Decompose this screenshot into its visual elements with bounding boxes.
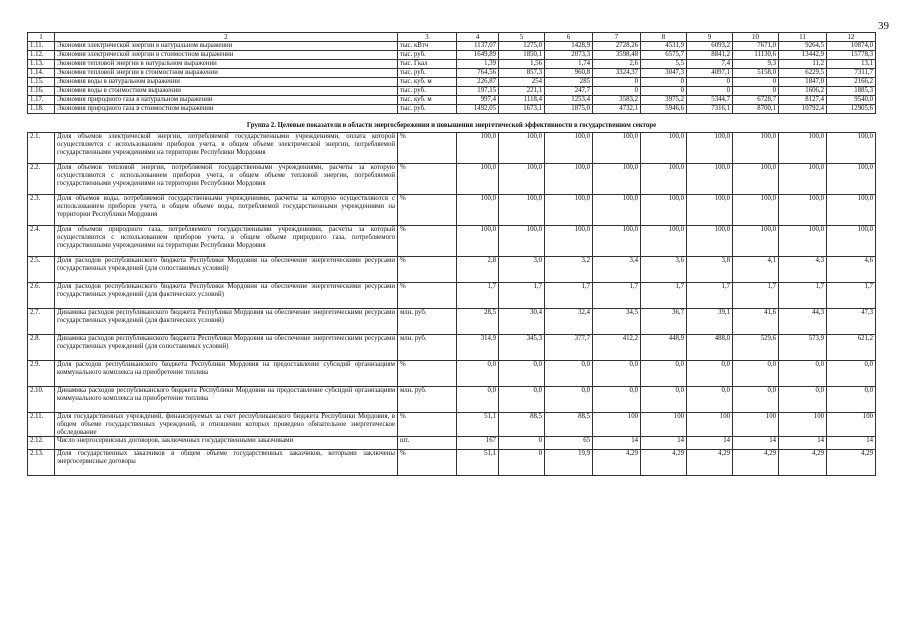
row-value: 1,7 — [687, 283, 733, 309]
row-value: 100,0 — [779, 226, 827, 257]
row-value: 1875,0 — [545, 105, 593, 114]
table-row — [28, 105, 876, 114]
row-value: 3598,48 — [593, 51, 641, 60]
row-value: 3,2 — [545, 257, 593, 283]
row-value: 1492,05 — [457, 105, 499, 114]
row-name: Динамика расходов республиканского бюджета Республики Мордовия на обеспечение энергетическими ресурсами государственных учреждений (для фактических условий) — [55, 309, 398, 335]
row-unit: % — [398, 226, 457, 257]
row-value: 100,0 — [779, 133, 827, 164]
row-value: 100,0 — [545, 226, 593, 257]
row-value: 0,0 — [593, 387, 641, 413]
row-value: 1,7 — [641, 283, 687, 309]
row-number: 2.9. — [28, 361, 55, 387]
row-name: Экономия воды в стоимостном выражении — [55, 87, 398, 96]
row-unit: тыс. куб. м — [398, 78, 457, 87]
row-value: 14 — [733, 437, 779, 450]
row-value: 997,4 — [457, 96, 499, 105]
row-unit: тыс. руб. — [398, 105, 457, 114]
row-value: 39,1 — [687, 309, 733, 335]
row-value: 0 — [687, 78, 733, 87]
group-title: Группа 2. Целевые показатели в области энергосбережения и повышения энергетической эффективности в государственном секторе — [28, 114, 876, 133]
row-value: 2,6 — [593, 60, 641, 69]
row-number: 2.3. — [28, 195, 55, 226]
row-value: 0,0 — [545, 387, 593, 413]
row-value: 0,0 — [499, 387, 545, 413]
row-value: 226,87 — [457, 78, 499, 87]
row-unit: тыс. кВтч — [398, 42, 457, 51]
row-value: 100 — [779, 413, 827, 437]
row-name: Экономия электрической энергии в натуральном выражении — [55, 42, 398, 51]
row-number: 1.17. — [28, 96, 55, 105]
table-row — [28, 133, 876, 164]
row-value: 0,0 — [457, 361, 499, 387]
row-value: 65 — [545, 437, 593, 450]
row-value: 573,9 — [779, 335, 827, 361]
row-value: 1649,89 — [457, 51, 499, 60]
row-value: 100,0 — [733, 133, 779, 164]
row-value: 345,3 — [499, 335, 545, 361]
row-value: 4732,1 — [593, 105, 641, 114]
row-value: 247,7 — [545, 87, 593, 96]
row-value: 47,3 — [827, 309, 876, 335]
row-value: 621,2 — [827, 335, 876, 361]
row-value: 51,1 — [457, 450, 499, 476]
row-value: 764,56 — [457, 69, 499, 78]
row-value: 0,0 — [499, 361, 545, 387]
row-value: 100 — [827, 413, 876, 437]
row-value: 100,0 — [687, 226, 733, 257]
row-value: 0 — [733, 87, 779, 96]
row-value: 10874,0 — [827, 42, 876, 51]
row-value: 1,56 — [499, 60, 545, 69]
row-value: 13442,9 — [779, 51, 827, 60]
row-value: 12905,6 — [827, 105, 876, 114]
row-value: 100 — [733, 413, 779, 437]
table-row — [28, 361, 876, 387]
row-value: 3,0 — [499, 257, 545, 283]
column-header: 7 — [593, 33, 641, 42]
column-header: 6 — [545, 33, 593, 42]
row-number: 2.8. — [28, 335, 55, 361]
row-value: 44,3 — [779, 309, 827, 335]
row-value: 100,0 — [641, 195, 687, 226]
row-value: 13,1 — [827, 60, 876, 69]
row-name: Экономия природного газа в стоимостном выражении — [55, 105, 398, 114]
column-header: 12 — [827, 33, 876, 42]
row-value: 0 — [641, 78, 687, 87]
row-value: 28,5 — [457, 309, 499, 335]
row-value: 100,0 — [457, 195, 499, 226]
row-value: 15778,3 — [827, 51, 876, 60]
row-value: 5,5 — [641, 60, 687, 69]
column-header: 10 — [733, 33, 779, 42]
row-value: 100 — [593, 413, 641, 437]
row-value: 1,7 — [499, 283, 545, 309]
row-name: Динамика расходов республиканского бюджета Республики Мордовия на предоставление субсидий организациям коммунального комплекса на приобретение топлива — [55, 387, 398, 413]
row-value: 0 — [733, 78, 779, 87]
row-number: 1.15. — [28, 78, 55, 87]
row-value: 7671,0 — [733, 42, 779, 51]
row-name: Экономия тепловой энергии в натуральном выражении — [55, 60, 398, 69]
row-unit: % — [398, 257, 457, 283]
table-row — [28, 69, 876, 78]
row-number: 2.12. — [28, 437, 55, 450]
table-row — [28, 450, 876, 476]
row-value: 1,7 — [827, 283, 876, 309]
table-row — [28, 60, 876, 69]
row-value: 14 — [779, 437, 827, 450]
row-value: 0,0 — [641, 387, 687, 413]
row-name: Экономия воды в натуральном выражении — [55, 78, 398, 87]
column-header: 1 — [28, 33, 55, 42]
row-value: 9,3 — [733, 60, 779, 69]
row-value: 0,0 — [827, 387, 876, 413]
page-number: 39 — [878, 20, 889, 32]
row-value: 100,0 — [827, 164, 876, 195]
row-name: Доля расходов республиканского бюджета Республики Мордовия на обеспечение энергетическими ресурсами государственных учреждений (для сопоставимых условий) — [55, 257, 398, 283]
table-row — [28, 437, 876, 450]
row-value: 412,2 — [593, 335, 641, 361]
row-name: Доля государственных заказчиков в общем объеме государственных заказчиков, которыми заключены энергосервисные договоры — [55, 450, 398, 476]
row-value: 1118,4 — [499, 96, 545, 105]
group-title-row — [28, 114, 876, 133]
row-value: 100,0 — [499, 226, 545, 257]
row-unit: тыс. Гкал — [398, 60, 457, 69]
row-number: 2.7. — [28, 309, 55, 335]
row-name: Доля объемов воды, потребляемой государственными учреждениями, расчеты за которую осуществляются с использованием приборов учета, в общем объеме воды, потребляемой государственными учреждениями на территории Республики Мордовия — [55, 195, 398, 226]
row-value: 100,0 — [593, 226, 641, 257]
row-value: 100,0 — [457, 133, 499, 164]
row-value: 3047,3 — [641, 69, 687, 78]
row-value: 3,4 — [593, 257, 641, 283]
row-value: 8841,2 — [687, 51, 733, 60]
row-unit: % — [398, 413, 457, 437]
row-value: 1,7 — [457, 283, 499, 309]
table-row — [28, 283, 876, 309]
row-value: 100,0 — [733, 164, 779, 195]
row-name: Динамика расходов республиканского бюджета Республики Мордовия на обеспечение энергетическими ресурсами государственных учреждений (для сопоставимых условий) — [55, 335, 398, 361]
row-unit: % — [398, 450, 457, 476]
row-value: 1850,1 — [499, 51, 545, 60]
row-name: Доля расходов республиканского бюджета Республики Мордовия на обеспечение энергетическими ресурсами государственных учреждений (для фактических условий) — [55, 283, 398, 309]
row-value: 377,7 — [545, 335, 593, 361]
row-value: 10792,4 — [779, 105, 827, 114]
row-unit: % — [398, 283, 457, 309]
row-value: 1847,0 — [779, 78, 827, 87]
row-value: 32,4 — [545, 309, 593, 335]
row-value: 100,0 — [733, 226, 779, 257]
row-value: 285 — [545, 78, 593, 87]
row-number: 2.1. — [28, 133, 55, 164]
row-value: 1606,2 — [779, 87, 827, 96]
row-unit: млн. руб. — [398, 387, 457, 413]
row-value: 36,7 — [641, 309, 687, 335]
row-value: 0,0 — [545, 361, 593, 387]
row-unit: млн. руб. — [398, 309, 457, 335]
row-number: 1.14. — [28, 69, 55, 78]
row-value: 0 — [499, 437, 545, 450]
row-name: Доля расходов республиканского бюджета Республики Мордовия на предоставление субсидий организациям коммунального комплекса на приобретение топлива — [55, 361, 398, 387]
row-value: 100,0 — [641, 133, 687, 164]
row-value: 0,0 — [593, 361, 641, 387]
row-number: 1.12. — [28, 51, 55, 60]
row-value: 7316,1 — [687, 105, 733, 114]
column-header: 11 — [779, 33, 827, 42]
row-value: 100,0 — [687, 164, 733, 195]
row-value: 3975,2 — [641, 96, 687, 105]
row-name: Доля объемов электрической энергии, потребляемой государственными учреждениями, оплата которой осуществляется с использованием приборов учета, в общем объеме электрической энергии, потребляемой государственными учреждениями на территории Республики Мордовия — [55, 133, 398, 164]
row-value: 3,6 — [641, 257, 687, 283]
row-value: 6575,7 — [641, 51, 687, 60]
row-value: 100,0 — [457, 226, 499, 257]
row-value: 100,0 — [827, 226, 876, 257]
row-value: 4,29 — [593, 450, 641, 476]
row-value: 1137,07 — [457, 42, 499, 51]
column-header: 9 — [687, 33, 733, 42]
row-value: 2728,26 — [593, 42, 641, 51]
row-value: 1885,3 — [827, 87, 876, 96]
row-value: 19,9 — [545, 450, 593, 476]
row-value: 100,0 — [641, 164, 687, 195]
row-value: 100,0 — [827, 133, 876, 164]
row-name: Доля объемов тепловой энергии, потребляемой государственными учреждениями, расчеты за которую осуществляются с использованием приборов учета, в общем объеме тепловой энергии, потребляемой государственными учреждениями на территории Республики Мордовия — [55, 164, 398, 195]
row-value: 0 — [593, 87, 641, 96]
row-name: Экономия электрической энергии в стоимостном выражении — [55, 51, 398, 60]
row-value: 1,7 — [779, 283, 827, 309]
row-value: 100 — [641, 413, 687, 437]
row-value: 100,0 — [545, 164, 593, 195]
row-number: 1.13. — [28, 60, 55, 69]
row-value: 4531,9 — [641, 42, 687, 51]
column-header: 4 — [457, 33, 499, 42]
row-value: 2166,2 — [827, 78, 876, 87]
column-header: 8 — [641, 33, 687, 42]
row-value: 1253,4 — [545, 96, 593, 105]
row-value: 8700,1 — [733, 105, 779, 114]
row-value: 88,5 — [499, 413, 545, 437]
row-value: 5158,0 — [733, 69, 779, 78]
row-value: 11,2 — [779, 60, 827, 69]
row-value: 4,3 — [779, 257, 827, 283]
table-row — [28, 51, 876, 60]
row-number: 2.5. — [28, 257, 55, 283]
row-unit: % — [398, 133, 457, 164]
row-value: 0 — [593, 78, 641, 87]
row-value: 100 — [687, 413, 733, 437]
row-value: 100,0 — [593, 164, 641, 195]
table-row — [28, 42, 876, 51]
table-row — [28, 195, 876, 226]
table-row — [28, 96, 876, 105]
row-value: 9540,0 — [827, 96, 876, 105]
row-value: 100,0 — [545, 133, 593, 164]
row-value: 4,1 — [733, 257, 779, 283]
row-number: 1.11. — [28, 42, 55, 51]
row-value: 100,0 — [687, 133, 733, 164]
row-value: 857,3 — [499, 69, 545, 78]
row-value: 0,0 — [779, 361, 827, 387]
row-value: 3583,2 — [593, 96, 641, 105]
row-value: 8127,4 — [779, 96, 827, 105]
row-value: 4,6 — [827, 257, 876, 283]
column-header: 2 — [55, 33, 398, 42]
row-value: 0 — [499, 450, 545, 476]
row-value: 4097,1 — [687, 69, 733, 78]
row-value: 221,1 — [499, 87, 545, 96]
row-number: 2.13. — [28, 450, 55, 476]
row-value: 0,0 — [457, 387, 499, 413]
row-unit: млн. руб. — [398, 335, 457, 361]
row-value: 1,39 — [457, 60, 499, 69]
row-value: 6229,5 — [779, 69, 827, 78]
row-value: 100,0 — [593, 195, 641, 226]
table-row — [28, 309, 876, 335]
row-value: 5946,6 — [641, 105, 687, 114]
row-value: 197,15 — [457, 87, 499, 96]
row-value: 100,0 — [733, 195, 779, 226]
row-value: 34,5 — [593, 309, 641, 335]
row-value: 100,0 — [593, 133, 641, 164]
row-value: 9264,5 — [779, 42, 827, 51]
row-number: 2.11. — [28, 413, 55, 437]
row-value: 960,8 — [545, 69, 593, 78]
row-number: 1.18. — [28, 105, 55, 114]
row-value: 2073,3 — [545, 51, 593, 60]
row-value: 4,29 — [779, 450, 827, 476]
row-value: 100,0 — [827, 195, 876, 226]
table-row — [28, 335, 876, 361]
row-value: 3324,37 — [593, 69, 641, 78]
row-value: 254 — [499, 78, 545, 87]
column-header-row — [28, 33, 876, 42]
row-value: 448,9 — [641, 335, 687, 361]
row-value: 0,0 — [827, 361, 876, 387]
row-value: 100,0 — [499, 164, 545, 195]
row-value: 100,0 — [499, 133, 545, 164]
row-value: 3,8 — [687, 257, 733, 283]
row-value: 1275,0 — [499, 42, 545, 51]
row-value: 529,6 — [733, 335, 779, 361]
row-value: 314,9 — [457, 335, 499, 361]
row-value: 0 — [641, 87, 687, 96]
row-number: 1.16. — [28, 87, 55, 96]
row-value: 167 — [457, 437, 499, 450]
row-value: 0,0 — [733, 387, 779, 413]
row-value: 51,1 — [457, 413, 499, 437]
table-row — [28, 164, 876, 195]
row-value: 0,0 — [687, 361, 733, 387]
row-value: 7311,7 — [827, 69, 876, 78]
row-unit: % — [398, 361, 457, 387]
row-number: 2.6. — [28, 283, 55, 309]
row-unit: % — [398, 164, 457, 195]
table-row — [28, 78, 876, 87]
row-value: 14 — [687, 437, 733, 450]
row-unit: % — [398, 195, 457, 226]
row-value: 0,0 — [733, 361, 779, 387]
row-unit: тыс. руб. — [398, 87, 457, 96]
row-number: 2.2. — [28, 164, 55, 195]
row-name: Доля объемов природного газа, потребляемого государственными учреждениями, расчеты за который осуществляются с использованием приборов учета, в общем объеме природного газа, потребляемого государственными учреждениями на территории Республики Мордовия — [55, 226, 398, 257]
row-value: 100,0 — [779, 164, 827, 195]
row-value: 0 — [687, 87, 733, 96]
row-value: 14 — [641, 437, 687, 450]
row-value: 14 — [827, 437, 876, 450]
row-value: 88,5 — [545, 413, 593, 437]
column-header: 3 — [398, 33, 457, 42]
row-value: 100,0 — [499, 195, 545, 226]
table-row — [28, 257, 876, 283]
row-value: 6093,2 — [687, 42, 733, 51]
table-row — [28, 226, 876, 257]
row-value: 100,0 — [545, 195, 593, 226]
row-value: 4,29 — [641, 450, 687, 476]
row-value: 6728,7 — [733, 96, 779, 105]
row-value: 11130,6 — [733, 51, 779, 60]
row-value: 1,7 — [545, 283, 593, 309]
row-value: 1,74 — [545, 60, 593, 69]
row-name: Доля государственных учреждений, финансируемых за счет республиканского бюджета Республики Мордовия, в общем объеме государственных учреждений, в отношении которых проведено обязательное энергетическое обследование — [55, 413, 398, 437]
row-unit: тыс. куб. м — [398, 96, 457, 105]
row-value: 0,0 — [641, 361, 687, 387]
row-unit: тыс. руб. — [398, 69, 457, 78]
row-value: 4,29 — [733, 450, 779, 476]
row-name: Экономия природного газа в натуральном выражении — [55, 96, 398, 105]
row-number: 2.10. — [28, 387, 55, 413]
row-value: 1,7 — [733, 283, 779, 309]
row-value: 2,8 — [457, 257, 499, 283]
row-name: Экономия тепловой энергии в стоимостном выражении — [55, 69, 398, 78]
column-header: 5 — [499, 33, 545, 42]
row-value: 1428,9 — [545, 42, 593, 51]
row-number: 2.4. — [28, 226, 55, 257]
row-unit: шт. — [398, 437, 457, 450]
row-unit: тыс. руб. — [398, 51, 457, 60]
table-row — [28, 87, 876, 96]
row-value: 1673,1 — [499, 105, 545, 114]
table-row — [28, 387, 876, 413]
row-value: 0,0 — [779, 387, 827, 413]
table-row — [28, 413, 876, 437]
row-name: Число энергосервисных договоров, заключенных государственными заказчиками — [55, 437, 398, 450]
row-value: 100,0 — [687, 195, 733, 226]
row-value: 5344,7 — [687, 96, 733, 105]
row-value: 7,4 — [687, 60, 733, 69]
row-value: 14 — [593, 437, 641, 450]
row-value: 4,29 — [827, 450, 876, 476]
row-value: 41,6 — [733, 309, 779, 335]
row-value: 100,0 — [641, 226, 687, 257]
row-value: 4,29 — [687, 450, 733, 476]
row-value: 30,4 — [499, 309, 545, 335]
row-value: 488,0 — [687, 335, 733, 361]
row-value: 1,7 — [593, 283, 641, 309]
row-value: 100,0 — [779, 195, 827, 226]
indicator-table — [27, 32, 876, 476]
row-value: 100,0 — [457, 164, 499, 195]
row-value: 0,0 — [687, 387, 733, 413]
